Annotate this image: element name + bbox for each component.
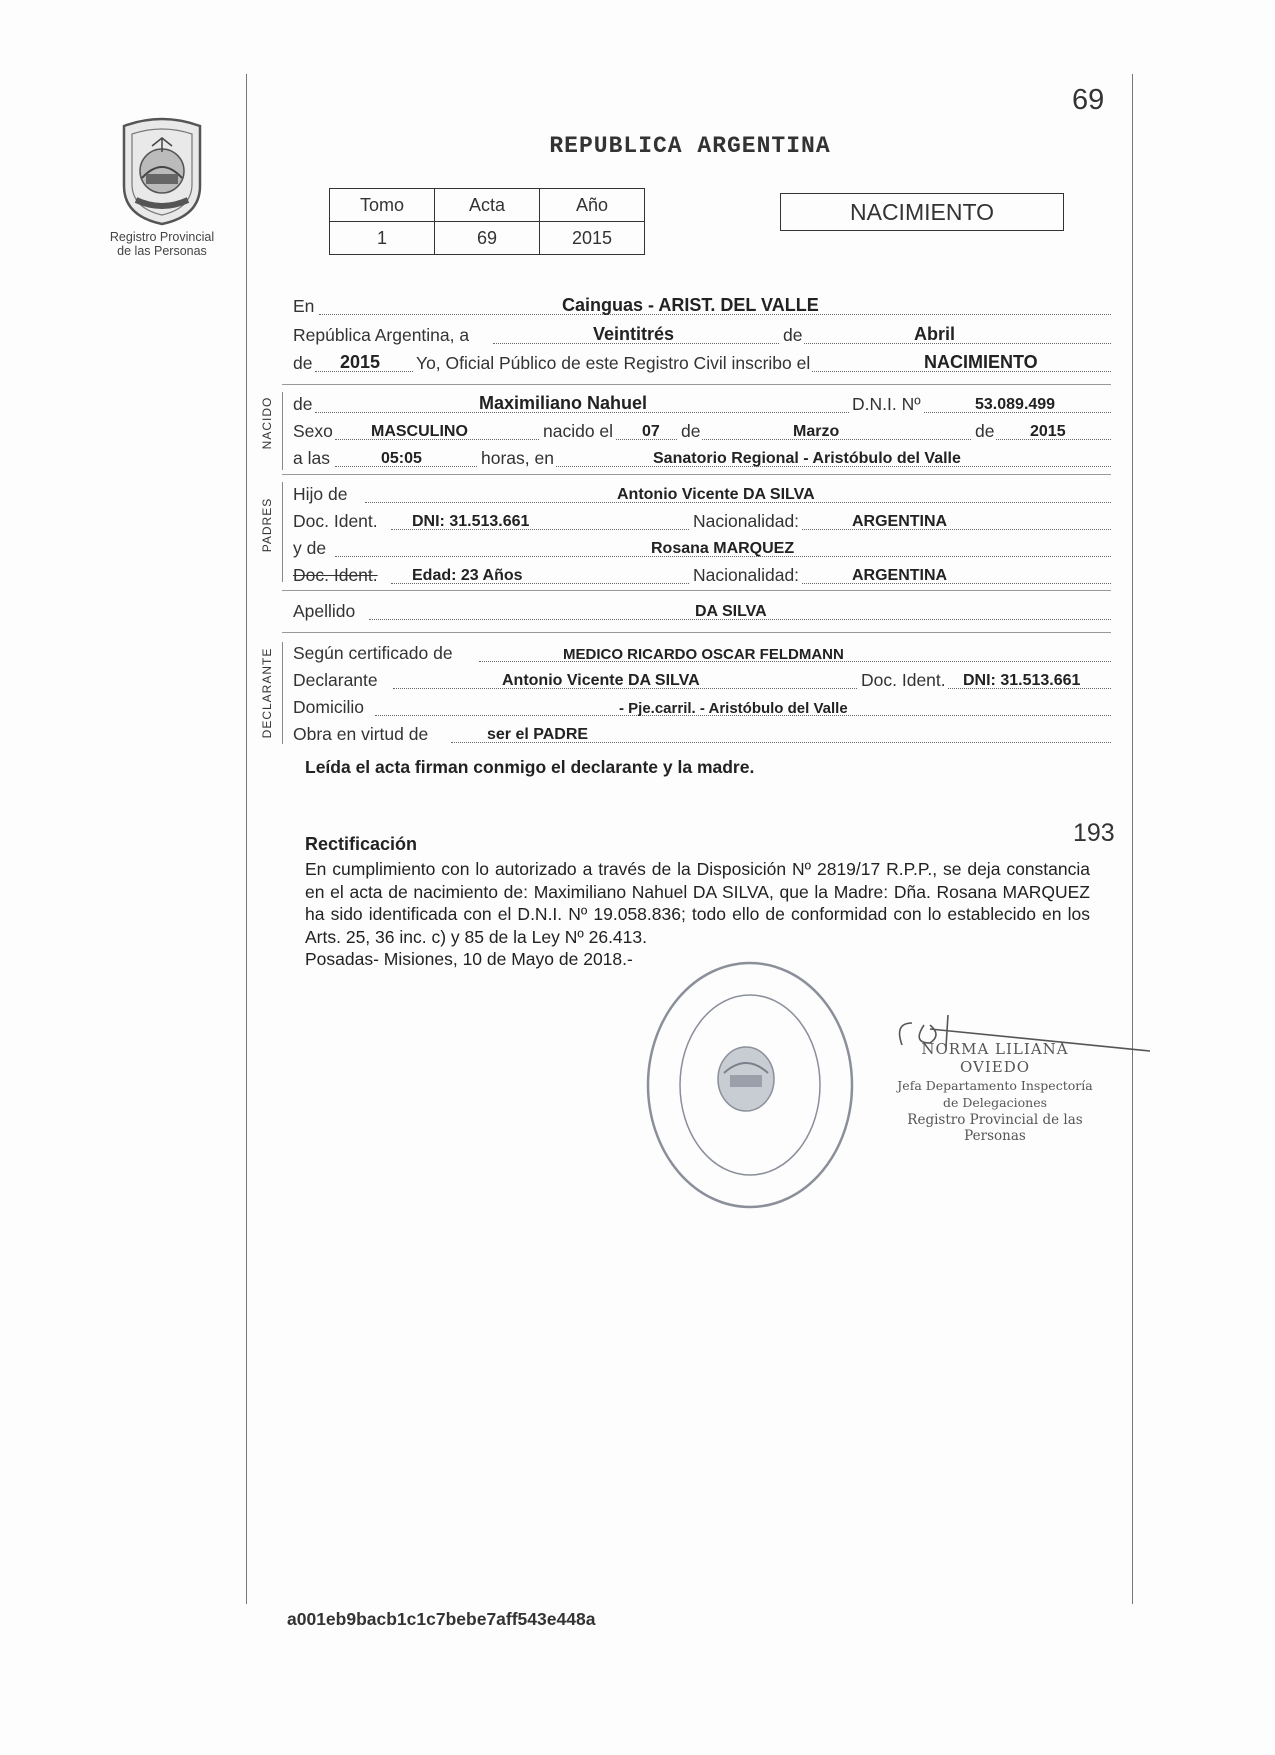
signer-name: NORMA LILIANA OVIEDO	[921, 1040, 1069, 1076]
en-value: Cainguas - ARIST. DEL VALLE	[562, 295, 819, 315]
padre-nac-label: Nacionalidad:	[690, 511, 801, 532]
inscribe-value: NACIMIENTO	[924, 352, 1038, 372]
hora-value: 05:05	[381, 450, 422, 467]
rectification-number: 193	[1073, 819, 1115, 847]
nacido-section-label: NACIDO	[260, 396, 274, 450]
page-number: 69	[1072, 84, 1105, 116]
declarante-value: Antonio Vicente DA SILVA	[502, 672, 700, 689]
row-declarante	[293, 667, 1111, 693]
rectification-body	[305, 858, 1090, 971]
month-value: Abril	[914, 324, 956, 344]
section-divider	[282, 632, 1111, 633]
year-value: 2015	[340, 352, 381, 372]
registry-value-acta: 69	[435, 222, 540, 255]
certificado-value: MEDICO RICARDO OSCAR FELDMANN	[563, 646, 844, 663]
row-padre-doc	[293, 508, 1111, 534]
row-obra	[293, 721, 1111, 747]
registry-header-tomo: Tomo	[330, 189, 435, 222]
nacido-label: nacido el	[540, 421, 615, 442]
hijo-label: Hijo de	[293, 484, 348, 504]
obra-label: Obra en virtud de	[293, 724, 429, 744]
registry-header-acta: Acta	[435, 189, 540, 222]
padres-bracket	[282, 482, 283, 582]
padres-section-label: PADRES	[260, 497, 274, 553]
padre-value: Antonio Vicente DA SILVA	[617, 486, 815, 503]
row-certificado	[293, 640, 1111, 666]
dni-value: 53.089.499	[975, 396, 1056, 413]
record-type-box: NACIMIENTO	[780, 193, 1064, 231]
seal-emblem-icon	[112, 116, 212, 226]
registry-header-ano: Año	[540, 189, 645, 222]
horas-en-label: horas, en	[478, 448, 556, 469]
row-hora	[293, 445, 1111, 471]
day-value: Veintitrés	[593, 324, 675, 344]
domicilio-value: - Pje.carril. - Aristóbulo del Valle	[619, 700, 848, 717]
en-label: En	[293, 296, 315, 316]
rectification-title: Rectificación	[305, 834, 418, 854]
padre-doc-label: Doc. Ident.	[293, 511, 378, 531]
nac-year-value: 2015	[1030, 423, 1066, 440]
section-divider	[282, 384, 1111, 385]
signed-statement: Leída el acta firman conmigo el declarante y la madre.	[305, 757, 755, 777]
madre-nac-value: ARGENTINA	[852, 567, 948, 584]
nacido-bracket	[282, 392, 283, 470]
row-apellido	[293, 598, 1111, 624]
row-madre-doc	[293, 562, 1111, 588]
row-domicilio	[293, 694, 1111, 720]
seal-caption-line1: Registro Provincial	[109, 230, 215, 244]
rectification-text: En cumplimiento con lo autorizado a través de la Disposición Nº 2819/17 R.P.P., se deja constancia en el acta de nacimiento de: Maximiliano Nahuel DA SILVA, que la Madre: Dña. Rosana MARQUEZ ha sido identificada con el D.N.I. Nº 19.058.836; todo ello de conformidad con lo establecido en los Arts. 25, 36 inc. c) y 85 de la Ley Nº 26.413.	[305, 859, 1090, 947]
declarante-section-label: DECLARANTE	[260, 647, 274, 739]
madre-value: Rosana MARQUEZ	[651, 540, 795, 557]
hora-label: a las	[293, 448, 330, 468]
section-divider	[282, 474, 1111, 475]
nac-de-label: de	[678, 421, 702, 442]
nac-de2-label: de	[972, 421, 996, 442]
oficial-text: Yo, Oficial Público de este Registro Civil inscribo el	[413, 353, 812, 374]
signer-organization: Registro Provincial de las Personas	[907, 1112, 1083, 1144]
official-stamp-icon	[640, 955, 860, 1215]
declarante-doc-value: DNI: 31.513.661	[963, 672, 1081, 689]
nombre-label: de	[293, 394, 313, 414]
de-year-label: de	[293, 353, 313, 373]
row-nombre	[293, 391, 1111, 417]
signer-block	[885, 1040, 1105, 1144]
nac-month-value: Marzo	[793, 423, 840, 440]
document-hash: a001eb9bacb1c1c7bebe7aff543e448a	[287, 1609, 596, 1629]
obra-value: ser el PADRE	[487, 726, 589, 743]
declarante-label: Declarante	[293, 670, 378, 690]
right-margin-rule	[1132, 74, 1133, 1604]
provincial-seal	[92, 116, 232, 258]
declarante-bracket	[282, 642, 283, 744]
padre-doc-value: DNI: 31.513.661	[412, 513, 530, 530]
nac-day-value: 07	[642, 423, 660, 440]
de-label: de	[780, 325, 804, 346]
padre-nac-value: ARGENTINA	[852, 513, 948, 530]
seal-caption-line2: de las Personas	[117, 244, 207, 258]
domicilio-label: Domicilio	[293, 697, 364, 717]
republica-label: República Argentina, a	[293, 325, 470, 345]
madre-doc-value: Edad: 23 Años	[412, 567, 523, 584]
official-stamp	[640, 955, 860, 1220]
row-sexo	[293, 418, 1111, 444]
madre-nac-label: Nacionalidad:	[690, 565, 801, 586]
row-fecha	[293, 322, 1111, 348]
madre-doc-label: Doc. Ident.	[293, 565, 378, 585]
registry-table	[329, 188, 645, 255]
certificado-label: Según certificado de	[293, 643, 453, 663]
sexo-value: MASCULINO	[371, 423, 468, 440]
apellido-value: DA SILVA	[695, 603, 767, 620]
signer-role-line1: Jefa Departamento Inspectoría	[897, 1078, 1093, 1093]
lugar-value: Sanatorio Regional - Aristóbulo del Valle	[653, 450, 961, 467]
declarante-doc-label: Doc. Ident.	[858, 670, 948, 691]
dni-label: D.N.I. Nº	[849, 394, 923, 415]
section-divider	[282, 590, 1111, 591]
left-margin-rule	[246, 74, 247, 1604]
sexo-label: Sexo	[293, 421, 333, 441]
apellido-label: Apellido	[293, 601, 356, 621]
rectification-date: Posadas- Misiones, 10 de Mayo de 2018.-	[305, 949, 633, 969]
nombre-value: Maximiliano Nahuel	[479, 393, 648, 413]
row-inscribe	[293, 350, 1111, 376]
registry-value-ano: 2015	[540, 222, 645, 255]
document-title: REPUBLICA ARGENTINA	[549, 133, 831, 159]
registry-value-tomo: 1	[330, 222, 435, 255]
signer-role-line2: de Delegaciones	[942, 1095, 1048, 1110]
row-madre	[293, 535, 1111, 561]
row-padre	[293, 481, 1111, 507]
row-en	[293, 293, 1111, 319]
madre-label: y de	[293, 538, 327, 558]
